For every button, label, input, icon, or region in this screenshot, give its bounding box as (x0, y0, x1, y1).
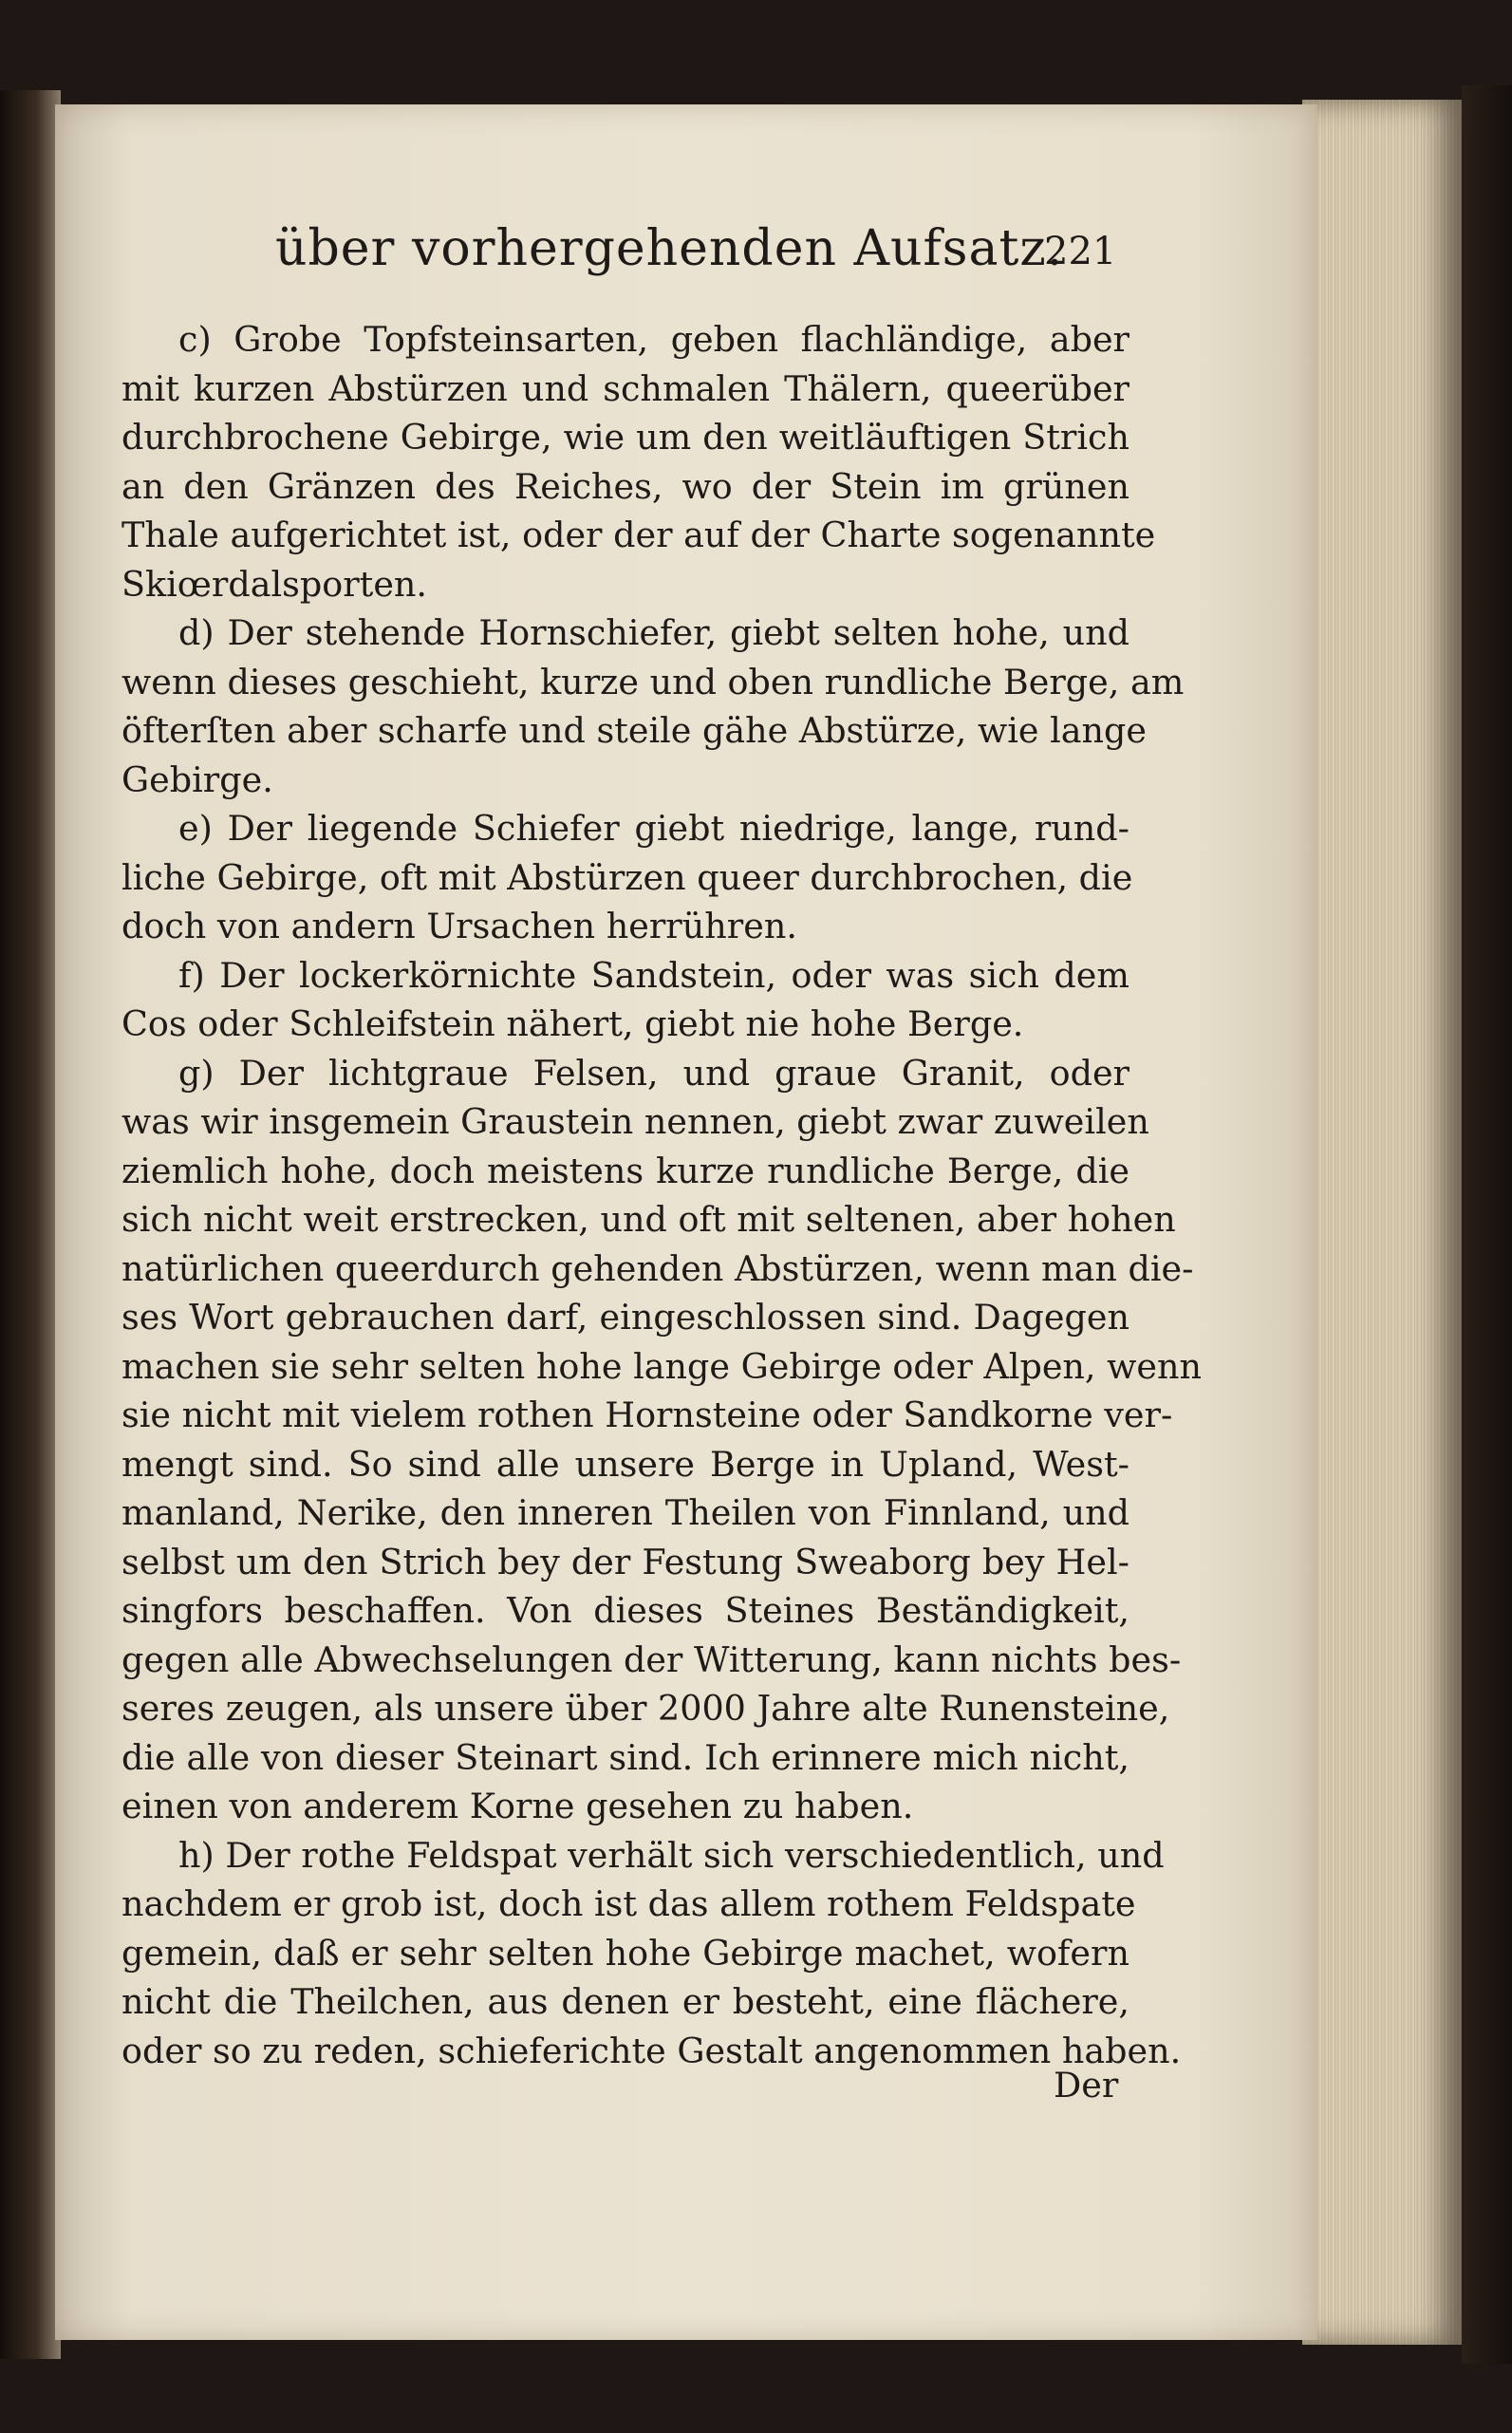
text-line: oder so zu reden, schieferichte Gestalt angenommen haben. (121, 2030, 1182, 2071)
text-line: f) Der lockerkörnichte Sandstein, oder was sich dem (178, 954, 1129, 996)
catchword: Der (1054, 2065, 1119, 2105)
page-header (275, 220, 1129, 287)
text-line: an den Gränzen des Reiches, wo der Stein im grünen (121, 465, 1129, 507)
text-line: sie nicht mit vielem rothen Hornsteine oder Sandkorne ver- (121, 1394, 1173, 1435)
text-line: h) Der rothe Feldspat verhält sich verschiedentlich, und (178, 1834, 1165, 1876)
text-line: Thale aufgerichtet ist, oder der auf der Charte sogenannte (121, 515, 1156, 555)
text-line: sich nicht weit erstrecken, und oft mit seltenen, aber hohen (121, 1199, 1176, 1240)
text-line: einen von anderem Korne gesehen zu haben. (121, 1786, 914, 1826)
text-line: d) Der stehende Hornschiefer, giebt selten hohe, und (178, 612, 1129, 653)
text-line: ses Wort gebrauchen darf, eingeschlossen sind. Dagegen (121, 1297, 1129, 1338)
text-line: öfterſten aber scharfe und steile gähe Abstürze, wie lange (121, 710, 1147, 751)
text-line: Gebirge. (121, 758, 273, 800)
text-line: machen sie sehr selten hohe lange Gebirge oder Alpen, wenn (121, 1345, 1202, 1387)
text-line: was wir insgemein Graustein nennen, giebt zwar zuweilen (121, 1101, 1149, 1142)
text-line: gegen alle Abwechselungen der Witterung, kann nichts bes- (121, 1638, 1182, 1680)
text-line: Skiœrdalsporten. (121, 563, 428, 605)
page-number: 221 (1044, 230, 1117, 273)
text-line: wenn dieses geschieht, kurze und oben rundliche Berge, am (121, 661, 1185, 702)
text-line: die alle von dieser Steinart sind. Ich erinnere mich nicht, (121, 1736, 1129, 1778)
text-line: selbst um den Strich bey der Festung Sweaborg bey Hel- (121, 1541, 1129, 1582)
book-cover-edge (1462, 85, 1512, 2364)
text-line: nachdem er grob ist, doch ist das allem rothem Feldspate (121, 1883, 1136, 1924)
text-line: manland, Nerike, den inneren Theilen von Finnland, und (121, 1492, 1129, 1533)
text-line: nicht die Theilchen, aus denen er besteht, eine flächere, (121, 1981, 1129, 2022)
text-line: c) Grobe Topfsteinsarten, geben flachländige, aber (178, 319, 1129, 360)
text-line: gemein, daß er sehr selten hohe Gebirge machet, wofern (121, 1932, 1129, 1974)
text-line: liche Gebirge, oft mit Abstürzen queer durchbrochen, die (121, 856, 1133, 898)
text-line: natürlichen queerdurch gehenden Abstürzen, wenn man die- (121, 1247, 1194, 1289)
text-line: singfors beschaffen. Von dieses Steines Beständigkeit, (121, 1590, 1129, 1631)
text-line: durchbrochene Gebirge, wie um den weitläuftigen Strich (121, 417, 1129, 458)
text-line: doch von andern Ursachen herrühren. (121, 906, 797, 946)
text-line: mengt sind. So sind alle unsere Berge in Upland, West- (121, 1443, 1129, 1485)
text-line: g) Der lichtgraue Felsen, und graue Granit, oder (178, 1052, 1129, 1094)
body-text (121, 315, 1202, 2075)
page-edges (1302, 100, 1462, 2345)
running-title: über vorhergehenden Aufsatz. (275, 220, 1064, 277)
text-line: seres zeugen, als unsere über 2000 Jahre alte Runensteine, (121, 1688, 1170, 1729)
text-line: Cos oder Schleifstein nähert, giebt nie hohe Berge. (121, 1003, 1024, 1044)
text-line: e) Der liegende Schiefer giebt niedrige, lange, rund- (178, 808, 1129, 849)
text-line: ziemlich hohe, doch meistens kurze rundliche Berge, die (121, 1150, 1129, 1191)
spine-shadow (0, 90, 61, 2359)
text-line: mit kurzen Abstürzen und schmalen Thälern, queerüber (121, 367, 1129, 409)
